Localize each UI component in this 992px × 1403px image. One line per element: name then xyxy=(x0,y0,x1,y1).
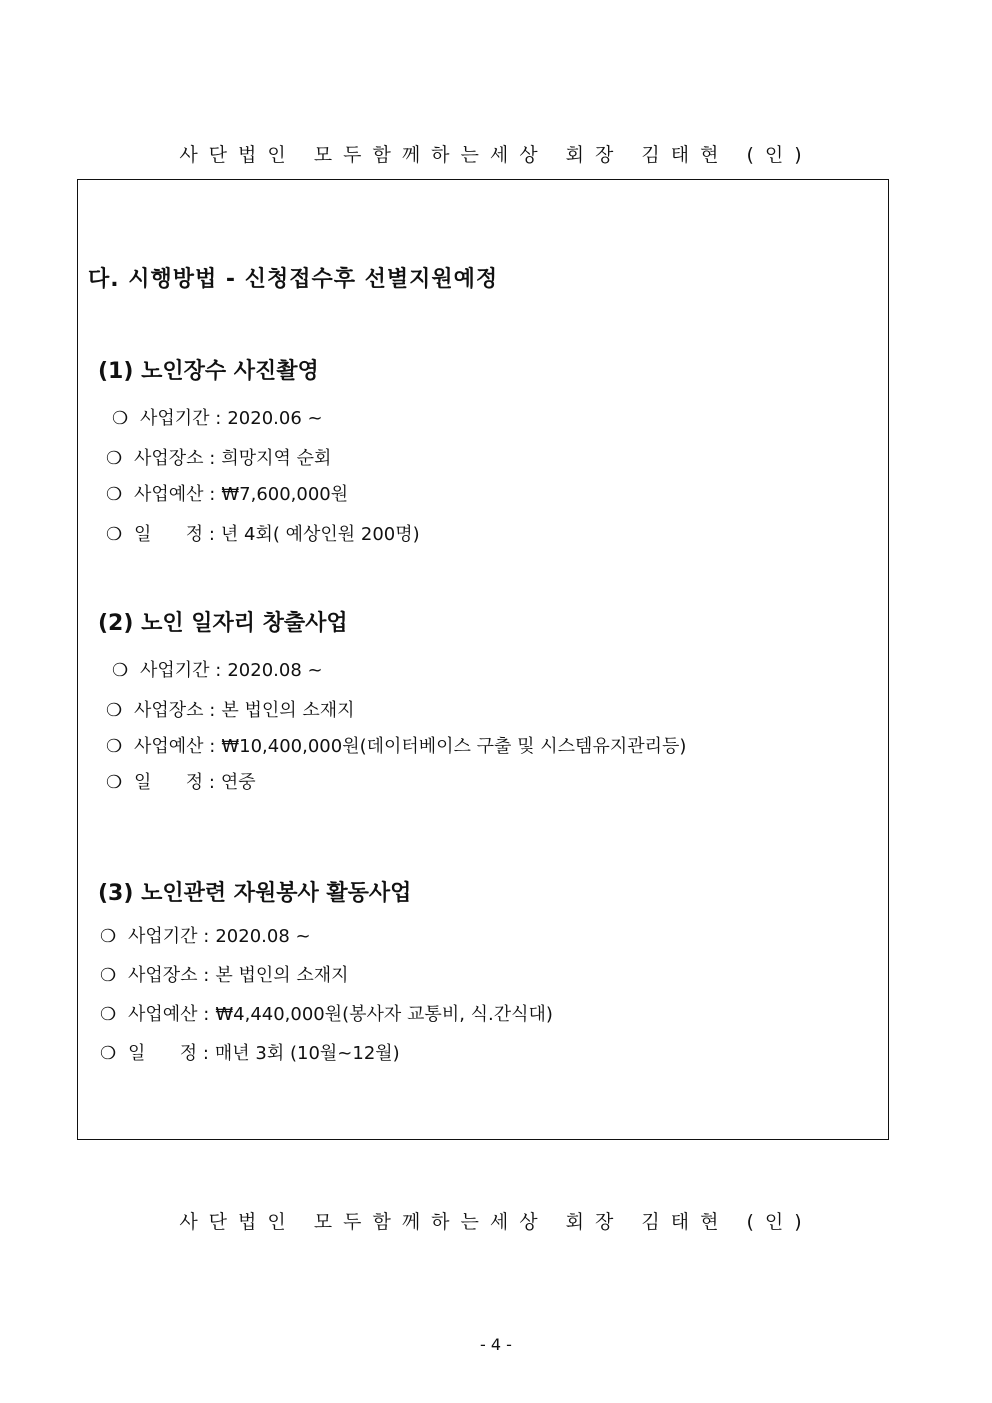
bullet-icon: ❍ xyxy=(106,736,123,757)
bullet-icon: ❍ xyxy=(106,448,123,469)
section-2-item-period xyxy=(112,656,323,682)
item-label: 사업장소 : xyxy=(134,700,216,721)
item-value: 2020.06 ~ xyxy=(227,408,323,429)
item-value: ₩10,400,000원(데이터베이스 구출 및 시스템유지관리등) xyxy=(221,736,687,757)
section-2-title: (2) 노인 일자리 창출사업 xyxy=(98,611,348,636)
section-3-item-budget xyxy=(100,1000,553,1026)
item-label: 사업예산 : xyxy=(134,484,216,505)
item-value: ₩7,600,000원 xyxy=(221,484,349,505)
item-label: 사업기간 : xyxy=(140,660,222,681)
item-value: 매년 3회 (10월~12월) xyxy=(214,1043,400,1064)
section-3-item-schedule xyxy=(100,1039,400,1065)
bullet-icon: ❍ xyxy=(100,1043,117,1064)
bullet-icon: ❍ xyxy=(100,965,117,986)
item-label: 일 정 : xyxy=(128,1043,209,1064)
organization-signature-top: 사단법인 모두함께하는세상 회장 김태현 (인) xyxy=(179,144,813,166)
item-value: 년 4회( 예상인원 200명) xyxy=(220,524,420,545)
section-3-item-place xyxy=(100,961,349,987)
bullet-icon: ❍ xyxy=(106,524,123,545)
item-value: ₩4,440,000원(봉사자 교통비, 식.간식대) xyxy=(215,1004,553,1025)
section-2-item-budget xyxy=(106,732,686,758)
item-value: 희망지역 순회 xyxy=(221,448,332,469)
organization-signature-bottom: 사단법인 모두함께하는세상 회장 김태현 (인) xyxy=(179,1211,813,1233)
section-1-item-place xyxy=(106,444,331,470)
bullet-icon: ❍ xyxy=(106,700,123,721)
section-3-title: (3) 노인관련 자원봉사 활동사업 xyxy=(98,881,412,906)
item-label: 사업예산 : xyxy=(134,736,216,757)
section-1-item-period xyxy=(112,404,323,430)
bullet-icon: ❍ xyxy=(112,660,129,681)
item-label: 일 정 : xyxy=(134,524,215,545)
section-1-title: (1) 노인장수 사진촬영 xyxy=(98,359,319,384)
item-label: 일 정 : xyxy=(134,772,215,793)
section-2-item-place xyxy=(106,696,355,722)
section-1-item-schedule xyxy=(106,520,420,546)
item-label: 사업예산 : xyxy=(128,1004,210,1025)
content-box xyxy=(77,179,889,1140)
item-value: 2020.08 ~ xyxy=(227,660,323,681)
item-value: 2020.08 ~ xyxy=(215,926,311,947)
page-number: - 4 - xyxy=(480,1335,512,1354)
method-heading: 다. 시행방법 - 신청접수후 선별지원예정 xyxy=(88,267,499,292)
bullet-icon: ❍ xyxy=(106,772,123,793)
item-label: 사업장소 : xyxy=(134,448,216,469)
bullet-icon: ❍ xyxy=(100,1004,117,1025)
item-label: 사업기간 : xyxy=(128,926,210,947)
section-2-item-schedule xyxy=(106,768,256,794)
bullet-icon: ❍ xyxy=(106,484,123,505)
item-value: 연중 xyxy=(220,772,256,793)
bullet-icon: ❍ xyxy=(112,408,129,429)
item-value: 본 법인의 소재지 xyxy=(215,965,349,986)
bullet-icon: ❍ xyxy=(100,926,117,947)
item-label: 사업장소 : xyxy=(128,965,210,986)
item-label: 사업기간 : xyxy=(140,408,222,429)
section-1-item-budget xyxy=(106,480,348,506)
section-3-item-period xyxy=(100,922,311,948)
item-value: 본 법인의 소재지 xyxy=(221,700,355,721)
